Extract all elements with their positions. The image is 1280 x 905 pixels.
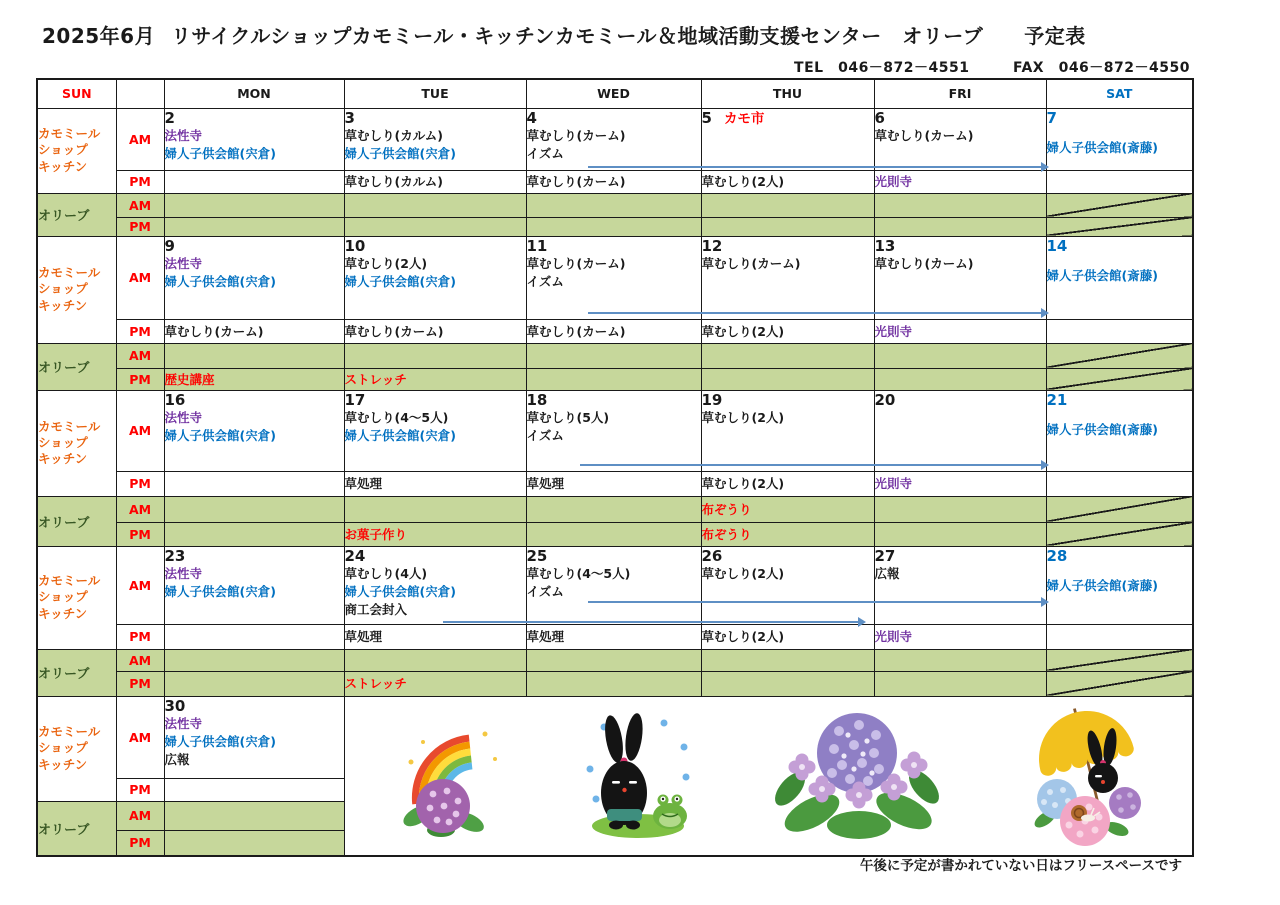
olive-am-label: AM xyxy=(116,193,164,217)
olive-am-cell xyxy=(701,343,874,368)
day-number-line xyxy=(1047,109,1193,128)
pm-label: PM xyxy=(116,624,164,649)
event-text: 草むしり(2人) xyxy=(701,410,785,426)
olive-am-cell xyxy=(1046,649,1193,671)
olive-am-cell xyxy=(1046,193,1193,217)
chamomile-label-line: キッチン xyxy=(38,451,88,467)
olive-am-cell xyxy=(164,193,344,217)
day-16-am-cell xyxy=(164,390,344,471)
rainbow-hydrangea-illustration xyxy=(397,712,509,840)
olive-am-cell xyxy=(344,496,526,522)
olive-pm-cell xyxy=(526,368,701,390)
olive-pm-cell xyxy=(1046,522,1193,546)
olive-am-label: AM xyxy=(116,496,164,522)
event-text: 婦人子供会館(宍倉) xyxy=(344,584,456,599)
event-text: 法性寺 xyxy=(164,566,203,582)
chamomile-label-line: ショップ xyxy=(38,589,88,605)
event-text: 婦人子供会館(宍倉) xyxy=(344,428,456,443)
event-text: 布ぞうり xyxy=(701,501,752,517)
event-text: 光則寺 xyxy=(874,629,913,644)
schedule-table xyxy=(36,78,1194,857)
day-11-am-cell xyxy=(526,236,701,319)
col-header-sat: SAT xyxy=(1046,79,1193,108)
day-20-pm-cell xyxy=(874,471,1046,496)
day-number: 9 xyxy=(164,236,175,255)
olive-row-label: オリーブ xyxy=(37,193,116,236)
illustrations-cell xyxy=(344,696,1193,856)
event-text: 光則寺 xyxy=(874,476,913,491)
event-text: 草むしり(4～5人) xyxy=(344,410,449,426)
olive-pm-cell xyxy=(164,217,344,236)
olive-pm-label: PM xyxy=(116,831,164,856)
day-number: 6 xyxy=(874,108,885,127)
schedule-continuation-arrow xyxy=(588,312,1042,314)
day-20-am-cell xyxy=(874,390,1046,471)
hydrangea-bouquet-illustration xyxy=(764,701,949,851)
olive-pm-cell xyxy=(701,217,874,236)
day-number: 20 xyxy=(874,390,896,409)
event-text: 光則寺 xyxy=(874,174,913,189)
day-number: 2 xyxy=(164,108,175,127)
kamo-market-badge: カモ市 xyxy=(723,110,765,127)
event-text: イズム xyxy=(526,146,564,161)
rabbit-and-frog-illustration xyxy=(576,711,696,841)
olive-am-cell xyxy=(526,649,701,671)
col-header-thu: THU xyxy=(701,79,874,108)
event-text: 光則寺 xyxy=(874,323,913,339)
event-text: 草むしり(カーム) xyxy=(344,323,444,339)
event-text: 法性寺 xyxy=(164,716,203,732)
olive-pm-cell xyxy=(1046,671,1193,696)
day-10-pm-cell xyxy=(344,319,526,343)
day-number-line xyxy=(1047,391,1193,410)
day-number-line xyxy=(875,109,1046,128)
title-kitchen: キッチンカモミール xyxy=(474,24,657,48)
am-label: AM xyxy=(116,696,164,778)
event-text: 商工会封入 xyxy=(344,601,408,617)
olive-pm-cell xyxy=(701,368,874,390)
day-number: 12 xyxy=(701,236,723,255)
pm-label: PM xyxy=(116,778,164,801)
olive-am-cell xyxy=(526,343,701,368)
day-number-line xyxy=(165,391,344,410)
chamomile-label-line: カモミール xyxy=(38,573,101,589)
day-number-line xyxy=(1047,547,1193,566)
chamomile-label-line: ショップ xyxy=(38,281,88,297)
olive-am-cell xyxy=(526,193,701,217)
event-text: 草むしり(2人) xyxy=(701,476,785,491)
title-separator: ・ xyxy=(453,24,475,48)
day-17-am-cell xyxy=(344,390,526,471)
olive-am-cell xyxy=(164,801,344,831)
event-text: 草むしり(カーム) xyxy=(164,323,264,339)
event-text: 草処理 xyxy=(526,476,565,491)
am-label: AM xyxy=(116,546,164,624)
chamomile-label-line: カモミール xyxy=(38,724,101,740)
day-4-pm-cell xyxy=(526,170,701,193)
day-28-pm-cell xyxy=(1046,624,1193,649)
pm-label: PM xyxy=(116,471,164,496)
day-10-am-cell xyxy=(344,236,526,319)
day-number: 16 xyxy=(164,390,186,409)
day-number-line xyxy=(702,237,874,256)
day-26-pm-cell xyxy=(701,624,874,649)
seasonal-illustrations xyxy=(345,697,1193,855)
day-number: 11 xyxy=(526,236,548,255)
col-header-tue: TUE xyxy=(344,79,526,108)
day-4-am-cell xyxy=(526,108,701,170)
day-13-pm-cell xyxy=(874,319,1046,343)
day-number: 27 xyxy=(874,546,896,565)
chamomile-row-label xyxy=(37,546,116,649)
day-number: 14 xyxy=(1046,236,1068,255)
day-18-pm-cell xyxy=(526,471,701,496)
schedule-continuation-arrow xyxy=(580,464,1042,466)
chamomile-label-line: キッチン xyxy=(38,297,88,313)
event-text: 草むしり(カーム) xyxy=(526,128,626,144)
day-number-line xyxy=(1047,237,1193,256)
olive-pm-cell xyxy=(164,831,344,856)
olive-am-cell xyxy=(344,343,526,368)
day-number: 26 xyxy=(701,546,723,565)
pm-label: PM xyxy=(116,319,164,343)
event-text: 草むしり(カーム) xyxy=(526,256,626,272)
chamomile-label-line: ショップ xyxy=(38,434,88,450)
day-19-pm-cell xyxy=(701,471,874,496)
event-text: 婦人子供会館(宍倉) xyxy=(164,428,276,443)
day-11-pm-cell xyxy=(526,319,701,343)
olive-pm-label: PM xyxy=(116,522,164,546)
event-text: 広報 xyxy=(874,566,900,582)
day-14-am-cell xyxy=(1046,236,1193,319)
title-month: 2025年6月 xyxy=(42,24,156,48)
event-text: 草むしり(2人) xyxy=(344,256,428,272)
day-number-line xyxy=(527,109,701,128)
day-number: 23 xyxy=(164,546,186,565)
event-text: 草むしり(2人) xyxy=(701,629,785,644)
day-number: 7 xyxy=(1046,108,1057,127)
event-text: 婦人子供会館(斎藤) xyxy=(1046,578,1158,594)
event-text: 草むしり(カーム) xyxy=(874,256,974,272)
event-text: 婦人子供会館(宍倉) xyxy=(344,274,456,289)
chamomile-row-label xyxy=(37,236,116,343)
am-label: AM xyxy=(116,390,164,471)
day-number: 30 xyxy=(164,696,186,715)
day-17-pm-cell xyxy=(344,471,526,496)
day-9-am-cell xyxy=(164,236,344,319)
day-14-pm-cell xyxy=(1046,319,1193,343)
event-text: 草処理 xyxy=(344,629,383,644)
day-27-am-cell xyxy=(874,546,1046,624)
olive-am-cell xyxy=(874,343,1046,368)
day-number-line xyxy=(165,547,344,566)
olive-am-cell xyxy=(1046,496,1193,522)
olive-am-cell xyxy=(164,649,344,671)
day-21-pm-cell xyxy=(1046,471,1193,496)
day-number: 18 xyxy=(526,390,548,409)
olive-pm-label: PM xyxy=(116,217,164,236)
olive-pm-cell xyxy=(526,217,701,236)
day-24-pm-cell xyxy=(344,624,526,649)
day-2-am-cell xyxy=(164,108,344,170)
event-text: ストレッチ xyxy=(344,676,407,691)
footnote: 午後に予定が書かれていない日はフリースペースです xyxy=(859,858,1182,874)
olive-am-label: AM xyxy=(116,649,164,671)
day-number-line xyxy=(345,391,526,410)
day-18-am-cell xyxy=(526,390,701,471)
event-text: 婦人子供会館(宍倉) xyxy=(164,584,276,599)
chamomile-row-label xyxy=(37,108,116,193)
day-number: 19 xyxy=(701,390,723,409)
day-26-am-cell xyxy=(701,546,874,624)
olive-am-cell xyxy=(701,193,874,217)
olive-am-cell xyxy=(874,193,1046,217)
olive-pm-cell xyxy=(526,671,701,696)
day-number: 24 xyxy=(344,546,366,565)
day-number: 28 xyxy=(1046,546,1068,565)
day-16-pm-cell xyxy=(164,471,344,496)
day-27-pm-cell xyxy=(874,624,1046,649)
olive-row-label: オリーブ xyxy=(37,801,116,856)
chamomile-label-line: キッチン xyxy=(38,756,88,772)
chamomile-label-line: カモミール xyxy=(38,265,101,281)
event-text: お菓子作り xyxy=(344,526,408,542)
day-6-pm-cell xyxy=(874,170,1046,193)
day-number: 13 xyxy=(874,236,896,255)
event-text: 法性寺 xyxy=(164,128,203,144)
day-number-line xyxy=(527,391,701,410)
olive-row-label: オリーブ xyxy=(37,343,116,390)
day-number-line xyxy=(165,697,344,716)
olive-am-label: AM xyxy=(116,801,164,831)
day-number-line xyxy=(345,109,526,128)
day-number: 4 xyxy=(526,108,537,127)
col-header-wed: WED xyxy=(526,79,701,108)
event-text: 広報 xyxy=(164,751,190,767)
chamomile-label-line: キッチン xyxy=(38,158,88,174)
chamomile-label-line: キッチン xyxy=(38,605,88,621)
event-text: 婦人子供会館(斎藤) xyxy=(1046,140,1158,156)
day-number-line xyxy=(702,391,874,410)
col-header-mon: MON xyxy=(164,79,344,108)
chamomile-label-line: ショップ xyxy=(38,740,88,756)
schedule-continuation-arrow xyxy=(588,166,1042,168)
day-25-am-cell xyxy=(526,546,701,624)
event-text: 草むしり(4人) xyxy=(344,566,428,582)
day-number: 25 xyxy=(526,546,548,565)
olive-am-cell xyxy=(344,193,526,217)
day-30-am-cell xyxy=(164,696,344,778)
olive-am-cell xyxy=(874,649,1046,671)
olive-pm-cell xyxy=(344,217,526,236)
day-number-line xyxy=(702,547,874,566)
day-number-line xyxy=(165,109,344,128)
event-text: イズム xyxy=(526,274,564,289)
day-number: 3 xyxy=(344,108,355,127)
day-number-line xyxy=(345,237,526,256)
olive-am-cell xyxy=(701,649,874,671)
day-25-pm-cell xyxy=(526,624,701,649)
chamomile-label-line: カモミール xyxy=(38,418,101,434)
col-header-blank xyxy=(116,79,164,108)
olive-row-label: オリーブ xyxy=(37,496,116,546)
schedule-continuation-arrow xyxy=(588,601,1042,603)
chamomile-label-line: ショップ xyxy=(38,142,88,158)
olive-pm-cell xyxy=(164,671,344,696)
day-number-line xyxy=(527,237,701,256)
olive-pm-cell xyxy=(164,522,344,546)
olive-pm-cell xyxy=(874,671,1046,696)
event-text: 草むしり(2人) xyxy=(701,174,785,189)
event-text: 草むしり(4～5人) xyxy=(526,566,631,582)
olive-pm-cell xyxy=(344,522,526,546)
am-label: AM xyxy=(116,236,164,319)
event-text: イズム xyxy=(526,584,564,599)
day-5-am-cell xyxy=(701,108,874,170)
event-text: 草処理 xyxy=(526,629,565,644)
day-13-am-cell xyxy=(874,236,1046,319)
event-text: 草むしり(カーム) xyxy=(701,256,801,272)
event-text: 法性寺 xyxy=(164,256,203,272)
day-number-line xyxy=(875,547,1046,566)
event-text: 婦人子供会館(斎藤) xyxy=(1046,268,1158,284)
event-text: 草むしり(カーム) xyxy=(526,174,626,189)
event-text: 草むしり(5人) xyxy=(526,410,610,426)
event-text: 草むしり(カーム) xyxy=(874,128,974,144)
event-text: 婦人子供会館(斎藤) xyxy=(1046,422,1158,438)
olive-pm-cell xyxy=(1046,217,1193,236)
olive-am-cell xyxy=(164,496,344,522)
day-number-line xyxy=(702,109,874,128)
day-number-line xyxy=(875,391,1046,410)
day-number-line xyxy=(345,547,526,566)
olive-am-cell xyxy=(1046,343,1193,368)
day-23-pm-cell xyxy=(164,624,344,649)
event-text: 婦人子供会館(宍倉) xyxy=(344,146,456,161)
day-23-am-cell xyxy=(164,546,344,624)
event-text: 草むしり(カルム) xyxy=(344,174,443,189)
day-7-pm-cell xyxy=(1046,170,1193,193)
day-number-line xyxy=(527,547,701,566)
day-number: 5 xyxy=(701,108,712,127)
day-number: 21 xyxy=(1046,390,1068,409)
olive-pm-label: PM xyxy=(116,671,164,696)
day-number: 17 xyxy=(344,390,366,409)
olive-pm-cell xyxy=(344,368,526,390)
event-text: 婦人子供会館(宍倉) xyxy=(164,734,276,749)
chamomile-row-label xyxy=(37,696,116,801)
day-24-am-cell xyxy=(344,546,526,624)
olive-pm-cell xyxy=(874,217,1046,236)
chamomile-label-line: カモミール xyxy=(38,126,101,142)
day-12-am-cell xyxy=(701,236,874,319)
am-label: AM xyxy=(116,108,164,170)
day-30-pm-cell xyxy=(164,778,344,801)
event-text: 歴史講座 xyxy=(164,371,215,387)
col-header-sun: SUN xyxy=(37,79,116,108)
chamomile-row-label xyxy=(37,390,116,496)
rabbit-umbrella-illustration xyxy=(1017,701,1152,851)
title-rest: ＆地域活動支援センター オリーブ 予定表 xyxy=(657,24,1086,48)
schedule-continuation-arrow xyxy=(443,621,859,623)
pm-label: PM xyxy=(116,170,164,193)
day-number-line xyxy=(875,237,1046,256)
day-3-am-cell xyxy=(344,108,526,170)
olive-am-cell xyxy=(526,496,701,522)
day-28-am-cell xyxy=(1046,546,1193,624)
olive-am-cell xyxy=(344,649,526,671)
event-text: 草むしり(カーム) xyxy=(526,323,626,339)
event-text: 婦人子供会館(宍倉) xyxy=(164,146,276,161)
event-text: 草処理 xyxy=(344,476,383,491)
event-text: 草むしり(2人) xyxy=(701,566,785,582)
day-6-am-cell xyxy=(874,108,1046,170)
olive-pm-cell xyxy=(874,522,1046,546)
day-3-pm-cell xyxy=(344,170,526,193)
event-text: 草むしり(2人) xyxy=(701,323,785,339)
olive-pm-cell xyxy=(344,671,526,696)
day-number-line xyxy=(165,237,344,256)
olive-pm-cell xyxy=(164,368,344,390)
day-12-pm-cell xyxy=(701,319,874,343)
olive-pm-cell xyxy=(701,671,874,696)
day-5-pm-cell xyxy=(701,170,874,193)
contact-line: TEL 046－872－4551 FAX 046－872－4550 xyxy=(794,60,1190,76)
olive-row-label: オリーブ xyxy=(37,649,116,696)
olive-am-cell xyxy=(701,496,874,522)
olive-pm-cell xyxy=(526,522,701,546)
olive-pm-label: PM xyxy=(116,368,164,390)
event-text: 布ぞうり xyxy=(701,526,752,542)
day-21-am-cell xyxy=(1046,390,1193,471)
olive-am-cell xyxy=(874,496,1046,522)
day-9-pm-cell xyxy=(164,319,344,343)
olive-pm-cell xyxy=(701,522,874,546)
page-title xyxy=(42,20,1086,49)
event-text: イズム xyxy=(526,428,564,443)
olive-am-label: AM xyxy=(116,343,164,368)
event-text: 草むしり(カルム) xyxy=(344,128,443,144)
event-text: 婦人子供会館(宍倉) xyxy=(164,274,276,289)
col-header-fri: FRI xyxy=(874,79,1046,108)
event-text: 法性寺 xyxy=(164,410,203,426)
title-shop: リサイクルショップカモミール xyxy=(171,24,454,48)
day-7-am-cell xyxy=(1046,108,1193,170)
event-text: ストレッチ xyxy=(344,371,407,387)
day-2-pm-cell xyxy=(164,170,344,193)
olive-am-cell xyxy=(164,343,344,368)
olive-pm-cell xyxy=(874,368,1046,390)
day-19-am-cell xyxy=(701,390,874,471)
olive-pm-cell xyxy=(1046,368,1193,390)
day-number: 10 xyxy=(344,236,366,255)
